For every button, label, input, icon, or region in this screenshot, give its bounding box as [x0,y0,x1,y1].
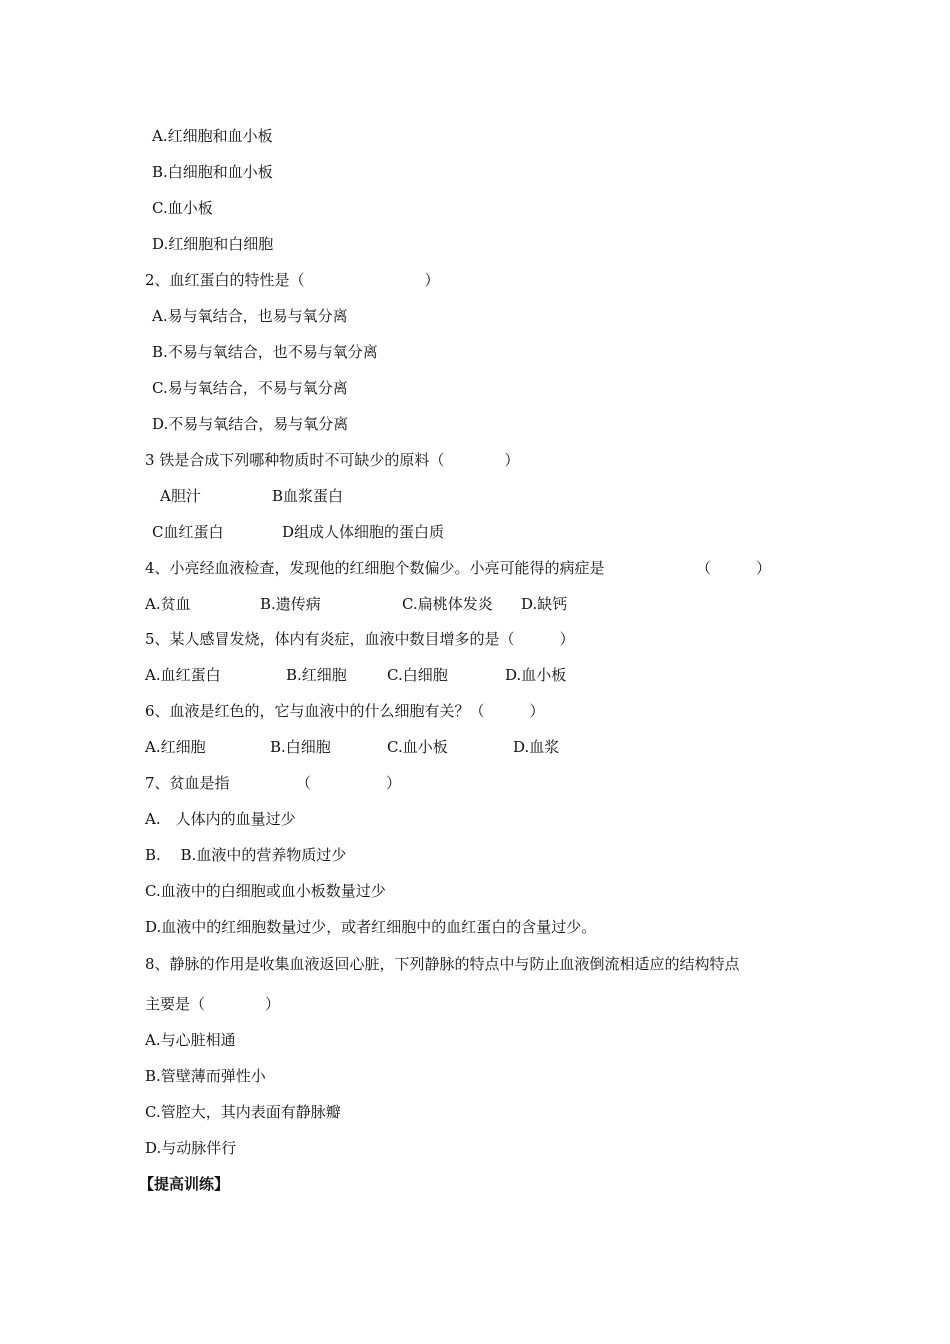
q6-options-row [0,737,950,757]
q4-answer-paren: （ ） [696,559,772,577]
q7-option-c: C.血液中的白细胞或血小板数量过少 [145,882,386,900]
q3-options-row-1 [0,486,950,506]
q4-option-b: B.遗传病 [260,595,321,613]
q8-option-d: D.与动脉伴行 [145,1139,237,1157]
q4-stem: 4、小亮经血液检查，发现他的红细胞个数偏少。小亮可能得的病症是 [145,559,605,577]
q4-stem-row [0,558,950,578]
q1-option-d: D.红细胞和白细胞 [152,235,274,253]
q8-option-c: C.管腔大，其内表面有静脉瓣 [145,1103,341,1121]
q5-option-a: A.血红蛋白 [145,666,221,684]
section-heading: 【提高训练】 [139,1175,230,1193]
q7-option-b: B. B.血液中的营养物质过少 [145,846,347,864]
q1-option-b: B.白细胞和血小板 [152,163,273,181]
q4-option-a: A.贫血 [145,595,191,613]
q2-option-a: A.易与氧结合，也易与氧分离 [152,307,348,325]
q7-answer-paren: （ ） [296,774,402,792]
q7-option-d: D.血液中的红细胞数量过少，或者红细胞中的血红蛋白的含量过少。 [145,918,597,936]
q6-option-a: A.红细胞 [145,738,206,756]
q5-stem: 5、某人感冒发烧，体内有炎症，血液中数目增多的是（ ） [145,630,575,648]
q3-option-b: B血浆蛋白 [272,487,344,505]
q3-option-a: A胆汁 [160,487,201,505]
q7-stem-row [0,773,950,793]
q5-option-d: D.血小板 [505,666,567,684]
q5-options-row [0,665,950,685]
q7-stem: 7、贫血是指 [145,774,230,792]
q8-option-a: A.与心脏相通 [145,1031,236,1049]
q5-option-c: C.白细胞 [387,666,448,684]
q4-option-d: D.缺钙 [521,595,568,613]
q6-stem: 6、血液是红色的，它与血液中的什么细胞有关？（ ） [145,702,545,720]
q2-option-c: C.易与氧结合，不易与氧分离 [152,379,348,397]
q4-option-c: C.扁桃体发炎 [402,595,493,613]
q8-stem-line-1: 8、静脉的作用是收集血液返回心脏，下列静脉的特点中与防止血液倒流相适应的结构特点 [145,955,740,973]
q6-option-d: D.血浆 [513,738,560,756]
q5-option-b: B.红细胞 [286,666,347,684]
q8-stem-line-2: 主要是（ ） [145,995,281,1013]
q2-option-d: D.不易与氧结合，易与氧分离 [152,415,349,433]
q7-option-a: A. 人体内的血量过少 [145,810,296,828]
q3-options-row-2 [0,522,950,542]
q8-option-b: B.管壁薄而弹性小 [145,1067,266,1085]
q3-stem: 3 铁是合成下列哪种物质时不可缺少的原料（ ） [145,451,520,469]
q2-option-b: B.不易与氧结合，也不易与氧分离 [152,343,378,361]
q3-option-d: D组成人体细胞的蛋白质 [282,523,445,541]
q6-option-c: C.血小板 [387,738,448,756]
q6-option-b: B.白细胞 [270,738,331,756]
q3-option-c: C血红蛋白 [152,523,224,541]
q2-stem: 2、血红蛋白的特性是（ ） [145,271,440,289]
q4-options-row [0,594,950,614]
q1-option-a: A.红细胞和血小板 [152,127,273,145]
q1-option-c: C.血小板 [152,199,213,217]
